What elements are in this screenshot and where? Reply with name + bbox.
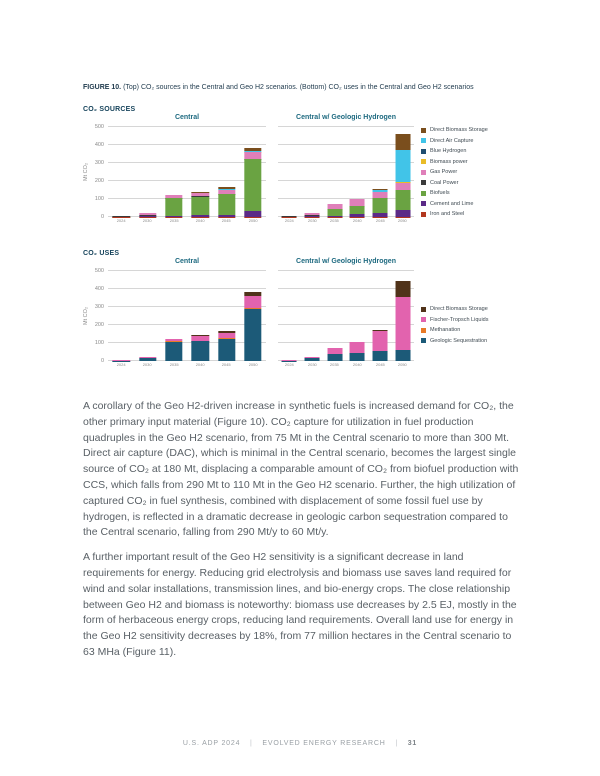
legend-color-chip [421, 180, 426, 185]
panel-title: Central w/ Geologic Hydrogen [296, 258, 396, 265]
footer-org-name: EVOLVED ENERGY RESEARCH [262, 740, 386, 747]
page-footer [0, 740, 600, 747]
legend-item [421, 159, 488, 165]
chart-row [83, 114, 563, 224]
chart-panel [108, 114, 266, 224]
y-tick-label: 200 [94, 322, 104, 328]
figure-caption [83, 84, 535, 91]
bar-segment-geologic-sequestration [327, 354, 342, 361]
legend-item [421, 127, 488, 133]
y-tick-label: 200 [94, 178, 104, 184]
gridline [108, 198, 266, 199]
stacked-bar [218, 331, 235, 361]
gridline [278, 180, 414, 181]
x-tick-label: 2040 [195, 218, 205, 224]
bar-segment-geologic-sequestration [350, 353, 365, 361]
gridline [278, 306, 414, 307]
stacked-bar [165, 339, 182, 361]
gridline [108, 126, 266, 127]
x-tick-label: 2050 [398, 218, 408, 224]
bar-segment-direct-biomass-storage [395, 134, 410, 149]
chart-section-label: CO₂ USES [83, 250, 120, 257]
plot-area [278, 127, 414, 217]
bar-segment-direct-air-capture [395, 150, 410, 182]
bar-segment-fischer-tropsch-liquids [373, 331, 388, 350]
bar-segment-gas-power [395, 183, 410, 190]
legend-label: Iron and Steel [430, 211, 465, 217]
figure-caption-label: FIGURE 10. [83, 84, 122, 91]
page-number: 31 [407, 740, 418, 747]
legend-color-chip [421, 159, 426, 164]
stacked-bar [305, 357, 320, 361]
bar-segment-geologic-sequestration [395, 350, 410, 361]
x-tick-label: 2024 [284, 218, 294, 224]
legend-label: Cement and Lime [430, 200, 474, 207]
panel-title: Central [174, 114, 200, 121]
y-tick-label: 100 [94, 340, 104, 346]
plot-area [108, 127, 266, 217]
y-tick-label: 100 [94, 196, 104, 202]
legend-color-chip [421, 149, 426, 154]
y-tick-label: 400 [94, 142, 104, 148]
chart-section-label: CO₂ SOURCES [83, 106, 136, 113]
y-tick-label: 300 [94, 160, 104, 166]
x-tick-label: 2045 [222, 218, 231, 224]
stacked-bar [191, 192, 208, 217]
bar-segment-biofuels [191, 197, 208, 216]
stacked-bar [139, 357, 156, 361]
x-tick-label: 2024 [116, 362, 126, 368]
legend-label: Direct Air Capture [430, 137, 474, 144]
x-axis-labels [108, 218, 266, 224]
x-tick-label: 2030 [307, 218, 317, 224]
x-tick-label: 2030 [307, 362, 317, 368]
bar-segment-direct-biomass-storage [395, 281, 410, 296]
stacked-bar [373, 330, 388, 361]
gridline [108, 324, 266, 325]
stacked-bar [395, 281, 410, 361]
y-axis-label: Mt CO₂ [83, 306, 89, 326]
stacked-bar [282, 360, 297, 361]
footer-report-name: U.S. ADP 2024 [182, 740, 241, 747]
bar-segment-geologic-sequestration [191, 341, 208, 361]
co2-uses-figure [83, 250, 563, 368]
x-axis-labels [278, 218, 414, 224]
x-tick-label: 2045 [375, 362, 385, 368]
y-tick-label: 0 [100, 214, 104, 220]
legend-item [421, 327, 488, 333]
x-tick-label: 2045 [222, 362, 231, 368]
bar-segment-biofuels [218, 194, 235, 215]
bar-segment-geologic-sequestration [305, 358, 320, 361]
x-tick-label: 2050 [248, 362, 258, 368]
gridline [108, 270, 266, 271]
bar-segment-geologic-sequestration [165, 342, 182, 361]
legend-item [421, 201, 488, 207]
stacked-bar [112, 216, 129, 217]
legend-color-chip [421, 317, 426, 322]
gridline [278, 288, 414, 289]
stacked-bar [395, 134, 410, 217]
bar-segment-fischer-tropsch-liquids [395, 297, 410, 350]
chart-row [83, 258, 563, 368]
stacked-bar [327, 204, 342, 217]
y-tick-label: 500 [94, 268, 104, 274]
stacked-bar [244, 148, 261, 217]
legend-color-chip [421, 338, 426, 343]
stacked-bar [350, 342, 365, 361]
y-axis-label: Mt CO₂ [83, 162, 89, 182]
stacked-bar [244, 292, 261, 361]
co2-sources-figure [83, 106, 563, 224]
x-tick-label: 2024 [284, 362, 294, 368]
bar-segment-biofuels [395, 190, 410, 210]
legend-item [421, 180, 488, 186]
legend-label: Methanation [430, 327, 461, 333]
bar-segment-biofuels [373, 198, 388, 213]
legend-color-chip [421, 328, 426, 333]
legend-item [421, 306, 488, 312]
legend-item [421, 338, 488, 344]
legend-label: Coal Power [430, 179, 459, 186]
legend-label: Biomass power [430, 158, 468, 165]
gridline [278, 324, 414, 325]
gridline [278, 126, 414, 127]
y-tick-label: 300 [94, 304, 104, 310]
gridline [278, 216, 414, 217]
chart-panel [278, 258, 414, 368]
bar-segment-geologic-sequestration [218, 339, 235, 362]
chart-panels [108, 258, 414, 368]
stacked-bar [191, 335, 208, 361]
legend-label: Direct Biomass Storage [430, 306, 488, 312]
x-tick-label: 2040 [352, 362, 362, 368]
legend-color-chip [421, 201, 426, 206]
stacked-bar [305, 213, 320, 217]
chart-panel [278, 114, 414, 224]
legend-item [421, 169, 488, 175]
stacked-bar [165, 195, 182, 217]
gridline [108, 162, 266, 163]
legend-item [421, 317, 488, 323]
gridline [278, 342, 414, 343]
x-tick-label: 2030 [143, 218, 152, 224]
stacked-bar [350, 199, 365, 217]
panel-title: Central [174, 258, 200, 265]
body-text [83, 399, 523, 670]
gridline [108, 360, 266, 361]
bar-segment-geologic-sequestration [244, 309, 261, 361]
plot-area [278, 271, 414, 361]
legend-item [421, 148, 488, 154]
gridline [108, 288, 266, 289]
chart-legend [421, 127, 488, 222]
x-tick-label: 2040 [195, 362, 205, 368]
legend-color-chip [421, 170, 426, 175]
figure-caption-text: (Top) CO₂ sources in the Central and Geo H2 scenarios. (Bottom) CO₂ uses in the Central and Geo H2 scenarios [121, 84, 474, 91]
legend-label: Gas Power [430, 169, 458, 175]
x-tick-label: 2050 [248, 218, 258, 224]
paragraph-1: A corollary of the Geo H2-driven increase in synthetic fuels is increased demand for CO₂, the other primary input material (Figure 10). CO₂ capture for utilization in fuel production quadruples in the Geo H2 scenario, from 75 Mt in the Central scenario to more than 300 Mt. Direct air capture (DAC), which is minimal in the Central scenario, becomes the largest single source of CO₂ at 180 Mt, displacing a comparable amount of CO₂ from biofuel production with CCS, which falls from 290 Mt to 110 Mt in the Geo H2 scenario. Further, the high utilization of captured CO₂ in fuel synthesis, combined with displacement of some fossil fuel use by hydrogen, is reflected in a dramatic decrease in geologic carbon sequestration compared to the Central scenario, falling from 290 Mt/y to 60 Mt/y. [83, 400, 519, 539]
x-tick-label: 2035 [169, 218, 179, 224]
chart-legend [421, 306, 488, 348]
y-axis-ticks [92, 124, 108, 220]
x-tick-label: 2035 [330, 218, 340, 224]
bar-segment-geologic-sequestration [373, 351, 388, 361]
plot-area [108, 271, 266, 361]
stacked-bar [327, 348, 342, 361]
bar-segment-geologic-sequestration [139, 358, 156, 361]
gridline [278, 198, 414, 199]
x-tick-label: 2045 [375, 218, 385, 224]
x-tick-label: 2035 [330, 362, 340, 368]
stacked-bar [282, 216, 297, 217]
footer-separator: | [250, 740, 253, 747]
y-axis-ticks [92, 268, 108, 364]
gridline [278, 360, 414, 361]
chart-panels [108, 114, 414, 224]
stacked-bar [112, 360, 129, 361]
legend-color-chip [421, 307, 426, 312]
gridline [108, 306, 266, 307]
x-tick-label: 2040 [352, 218, 362, 224]
x-tick-label: 2030 [143, 362, 152, 368]
bar-segment-gas-power [350, 199, 365, 206]
y-tick-label: 400 [94, 286, 104, 292]
x-tick-label: 2024 [116, 218, 126, 224]
gridline [278, 162, 414, 163]
gridline [278, 270, 414, 271]
gridline [108, 342, 266, 343]
bar-segment-biofuels [350, 206, 365, 214]
chart-panel [108, 258, 266, 368]
bar-segment-fischer-tropsch-liquids [350, 342, 365, 353]
legend-color-chip [421, 128, 426, 133]
legend-item [421, 138, 488, 144]
footer-separator: | [395, 740, 398, 747]
x-tick-label: 2035 [169, 362, 179, 368]
bar-segment-cement-and-lime [395, 210, 410, 217]
legend-label: Blue Hydrogen [430, 148, 467, 154]
legend-label: Geologic Sequestration [430, 337, 488, 344]
legend-color-chip [421, 191, 426, 196]
bar-segment-biofuels [165, 198, 182, 216]
gridline [108, 216, 266, 217]
legend-color-chip [421, 138, 426, 143]
y-tick-label: 0 [100, 358, 104, 364]
gridline [278, 144, 414, 145]
legend-label: Fischer-Tropsch Liquids [430, 316, 489, 323]
legend-label: Direct Biomass Storage [430, 127, 488, 133]
stacked-bar [373, 189, 388, 217]
stacked-bar [139, 213, 156, 217]
x-axis-labels [108, 362, 266, 368]
legend-item [421, 211, 488, 217]
gridline [108, 180, 266, 181]
x-tick-label: 2050 [398, 362, 408, 368]
legend-item [421, 190, 488, 196]
legend-label: Biofuels [430, 190, 450, 196]
bar-segment-fischer-tropsch-liquids [244, 296, 261, 309]
paragraph-2: A further important result of the Geo H2 sensitivity is a significant decrease in land requirements for energy. Reducing grid electrolysis and biomass use saves land required for wind and solar installations, transmission lines, and bio-energy crops. The close relationship between Geo H2 and biomass is noteworthy: biomass use decreases by 2.5 EJ, mostly in the form of herbaceous energy crops, reducing land requirements. Overall land use for energy in the Geo H2 sensitivity decreases by 18%, from 77 million hectares in the Central scenario to 63 MHa (Figure 11). [83, 551, 517, 658]
x-axis-labels [278, 362, 414, 368]
bar-segment-biofuels [244, 159, 261, 211]
panel-title: Central w/ Geologic Hydrogen [296, 114, 396, 121]
gridline [108, 144, 266, 145]
y-tick-label: 500 [94, 124, 104, 130]
stacked-bar [218, 187, 235, 217]
legend-color-chip [421, 212, 426, 217]
